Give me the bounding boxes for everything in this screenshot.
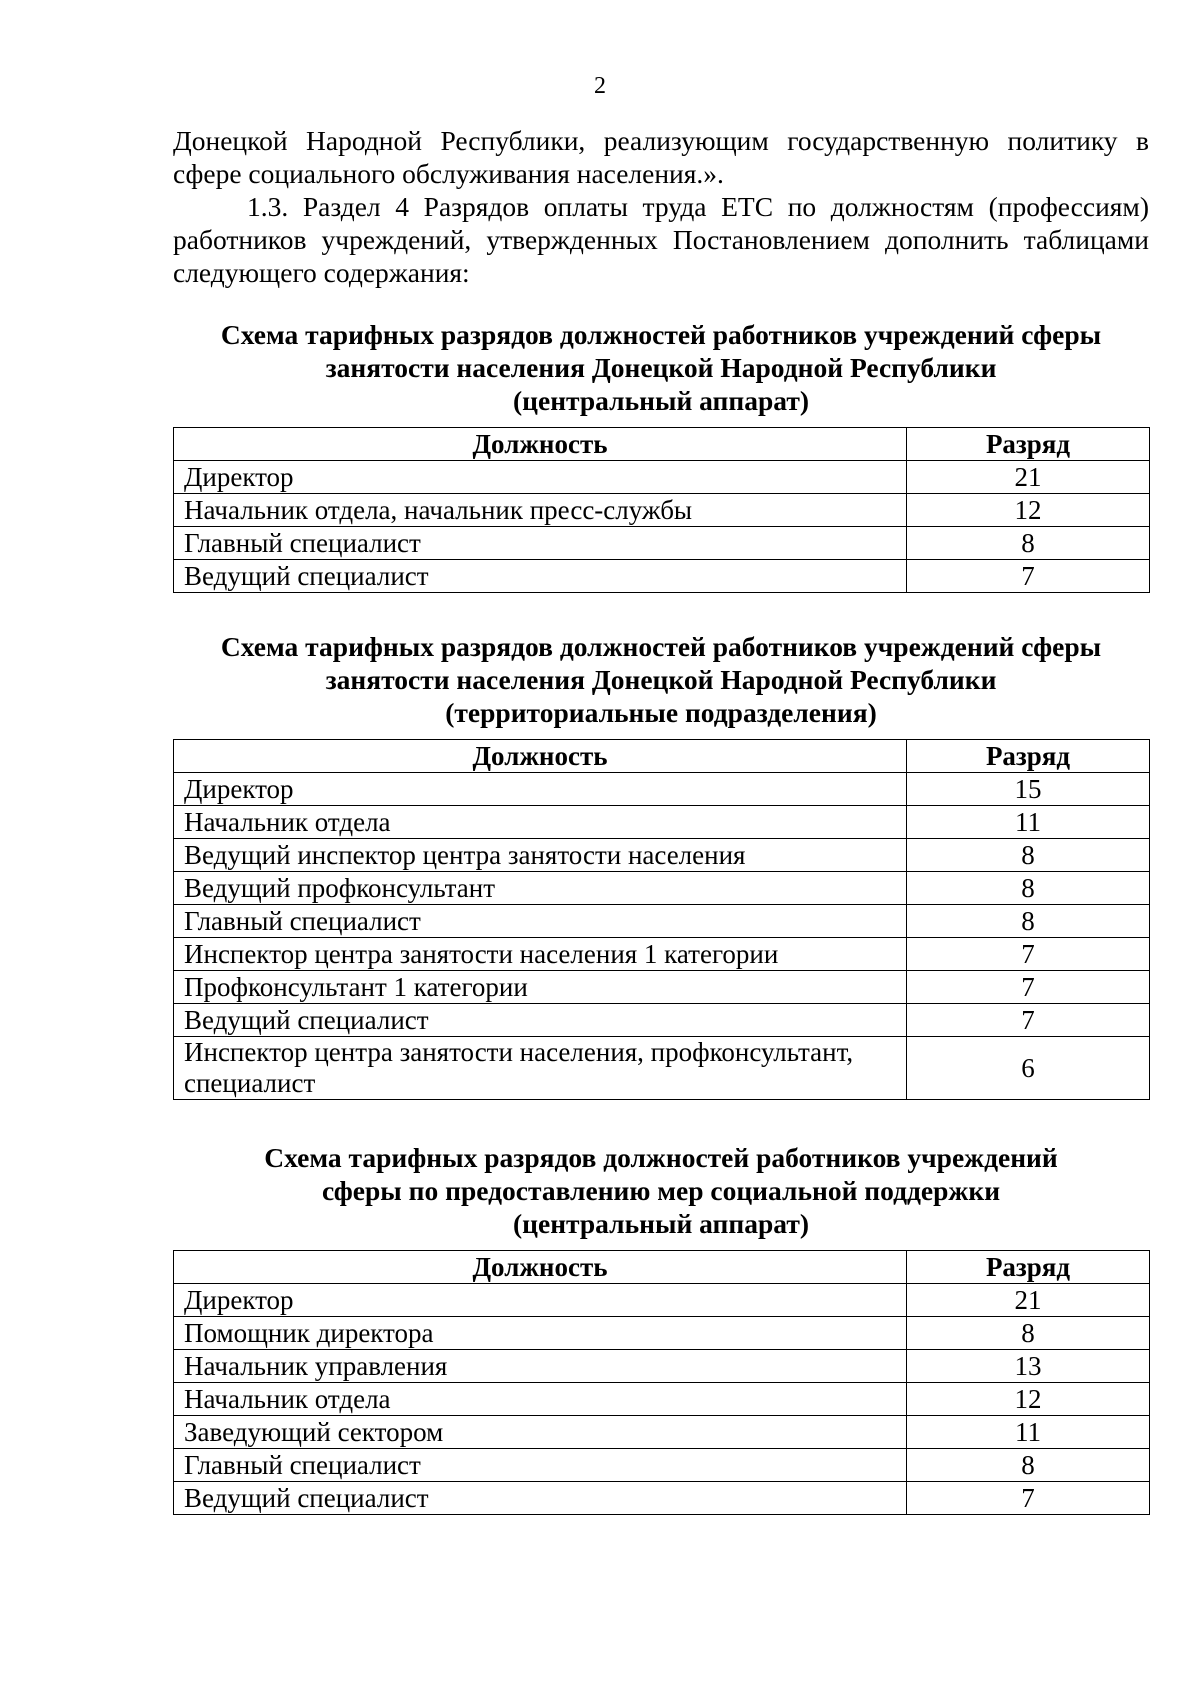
position-cell: Начальник управления [174,1350,907,1383]
section-title [173,1141,1149,1240]
position-cell: Профконсультант 1 категории [174,971,907,1004]
table-row [174,1037,1150,1100]
position-cell: Директор [174,461,907,494]
position-cell: Инспектор центра занятости населения 1 категории [174,938,907,971]
table-header-row [174,740,1150,773]
table-row [174,938,1150,971]
table-row [174,773,1150,806]
position-cell: Ведущий профконсультант [174,872,907,905]
intro-paragraph-1: Донецкой Народной Республики, реализующим государственную политику в сфере социального обслуживания населения.». [173,125,1149,189]
position-cell: Главный специалист [174,527,907,560]
column-header-position: Должность [174,740,907,773]
table-row [174,905,1150,938]
position-cell: Директор [174,1284,907,1317]
rank-cell: 8 [907,839,1150,872]
rank-scheme-section-2 [173,630,1149,1100]
rank-table [173,739,1150,1100]
column-header-position: Должность [174,1251,907,1284]
page-number: 2 [594,73,606,99]
rank-cell: 7 [907,971,1150,1004]
rank-cell: 21 [907,461,1150,494]
section-title-line: занятости населения Донецкой Народной Республики [325,664,997,695]
column-header-rank: Разряд [907,428,1150,461]
table-row [174,461,1150,494]
table-row [174,1284,1150,1317]
rank-scheme-section-1 [173,318,1149,593]
position-cell: Заведующий сектором [174,1416,907,1449]
table-row [174,1350,1150,1383]
section-title-line: (территориальные подразделения) [445,697,877,728]
rank-cell: 7 [907,1004,1150,1037]
section-title-line: занятости населения Донецкой Народной Республики [325,352,997,383]
rank-cell: 8 [907,527,1150,560]
position-cell: Директор [174,773,907,806]
rank-scheme-section-3 [173,1141,1149,1515]
section-title-line: сферы по предоставлению мер социальной поддержки [321,1175,1001,1206]
rank-cell: 12 [907,1383,1150,1416]
position-cell: Ведущий инспектор центра занятости населения [174,839,907,872]
rank-cell: 7 [907,1482,1150,1515]
table-row [174,806,1150,839]
rank-cell: 7 [907,560,1150,593]
intro-paragraph-2: 1.3. Раздел 4 Разрядов оплаты труда ЕТС по должностям (профессиям) работников учреждений, утвержденных Постановлением дополнить таблицами следующего содержания: [173,191,1149,288]
intro-text [173,124,1149,289]
rank-cell: 8 [907,1317,1150,1350]
table-row [174,494,1150,527]
position-cell: Главный специалист [174,905,907,938]
position-cell: Ведущий специалист [174,1004,907,1037]
position-cell: Ведущий специалист [174,560,907,593]
section-title-line: (центральный аппарат) [512,1208,809,1239]
table-row [174,560,1150,593]
table-row [174,1317,1150,1350]
rank-cell: 11 [907,1416,1150,1449]
table-row [174,1416,1150,1449]
table-row [174,872,1150,905]
table-header-row [174,1251,1150,1284]
rank-cell: 15 [907,773,1150,806]
table-row [174,1449,1150,1482]
position-cell: Помощник директора [174,1317,907,1350]
column-header-rank: Разряд [907,1251,1150,1284]
section-title-line: (центральный аппарат) [512,385,809,416]
rank-cell: 8 [907,1449,1150,1482]
column-header-position: Должность [174,428,907,461]
table-row [174,1482,1150,1515]
position-cell: Начальник отдела [174,806,907,839]
table-row [174,839,1150,872]
position-cell: Ведущий специалист [174,1482,907,1515]
position-cell: Начальник отдела, начальник пресс-службы [174,494,907,527]
rank-cell: 8 [907,905,1150,938]
rank-table [173,427,1150,593]
section-title-line: Схема тарифных разрядов должностей работников учреждений [264,1142,1058,1173]
rank-cell: 7 [907,938,1150,971]
table-row [174,1383,1150,1416]
section-title [173,630,1149,729]
rank-cell: 6 [907,1037,1150,1100]
column-header-rank: Разряд [907,740,1150,773]
rank-cell: 12 [907,494,1150,527]
rank-cell: 11 [907,806,1150,839]
rank-cell: 13 [907,1350,1150,1383]
position-cell: Начальник отдела [174,1383,907,1416]
rank-table [173,1250,1150,1515]
position-cell: Инспектор центра занятости населения, профконсультант, специалист [174,1037,907,1100]
section-title [173,318,1149,417]
rank-cell: 8 [907,872,1150,905]
section-title-line: Схема тарифных разрядов должностей работников учреждений сферы [220,631,1102,662]
rank-cell: 21 [907,1284,1150,1317]
table-row [174,527,1150,560]
table-header-row [174,428,1150,461]
section-title-line: Схема тарифных разрядов должностей работников учреждений сферы [220,319,1102,350]
table-row [174,971,1150,1004]
position-cell: Главный специалист [174,1449,907,1482]
table-row [174,1004,1150,1037]
